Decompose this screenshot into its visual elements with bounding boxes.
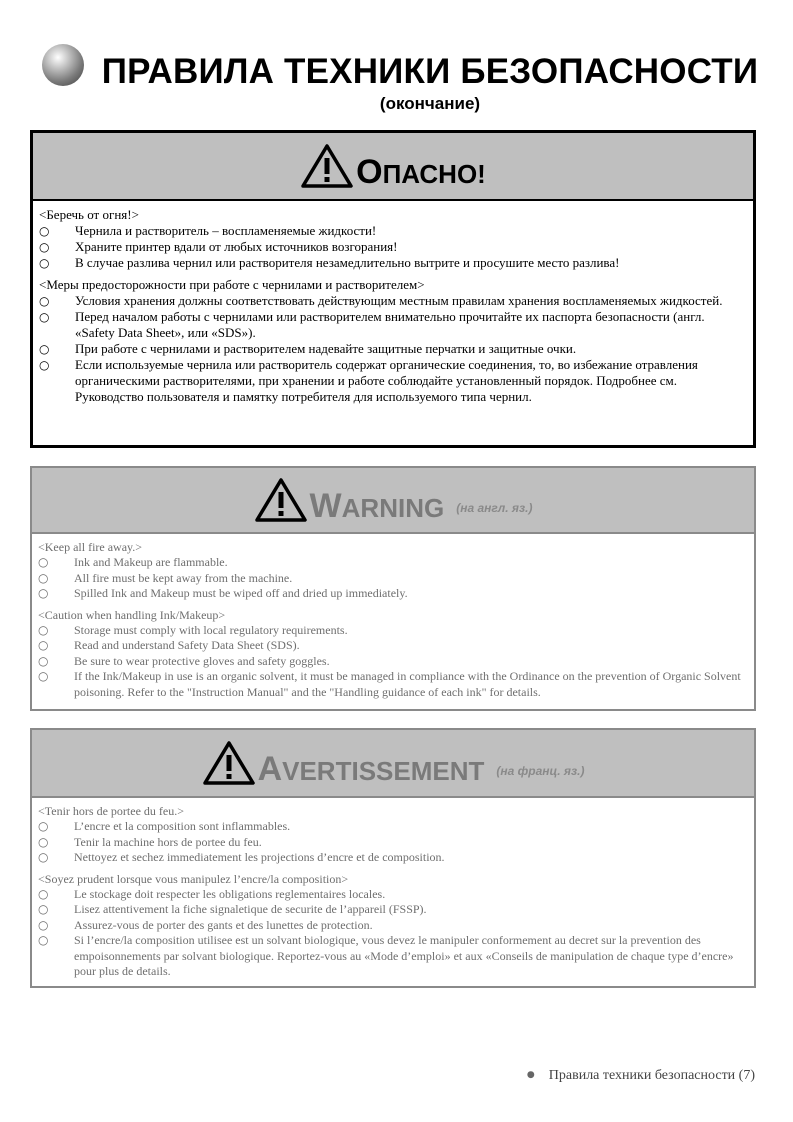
bullet-list: [39, 293, 745, 405]
footer-text: Правила техники безопасности (7): [548, 1068, 755, 1083]
list-item: ○ Spilled Ink and Makeup must be wiped off and dried up immediately.: [38, 586, 746, 601]
warning-header: [32, 468, 754, 534]
list-item: ○ Ink and Makeup are flammable.: [38, 555, 746, 570]
list-item: ○ Storage must comply with local regulatory requirements.: [38, 623, 746, 638]
warning-triangle-icon: [202, 740, 256, 786]
avertissement-body: [32, 798, 754, 985]
list-item: ○ All fire must be kept away from the machine.: [38, 571, 746, 586]
bullet-dot-icon: ●: [526, 1070, 535, 1080]
warning-heading: WARNING: [309, 486, 445, 525]
bullet-list: [38, 555, 746, 601]
sphere-bullet-icon: [42, 44, 84, 86]
list-item: ○ If the Ink/Makeup in use is an organic solvent, it must be managed in compliance with the Ordinance on the prevention of Organic Solvent poisoning. Refer to the "Instruction Manual" and the "Handling guidance of each ink" for details.: [38, 669, 746, 700]
list-item: ○ Read and understand Safety Data Sheet (SDS).: [38, 638, 746, 653]
warning-box: [30, 466, 756, 711]
list-item: ○ Lisez attentivement la fiche signaletique de securite de l’appareil (FSSP).: [38, 902, 746, 917]
list-item: ○ Если используемые чернила или растворитель содержат органические соединения, то, во избежание отравления органическими растворителями, при хранении и работе соблюдайте установленный порядок. Подробнее см. Руководство пользователя и памятку потребителя для используемого типа чернил.: [39, 357, 745, 405]
section-title: <Меры предосторожности при работе с чернилами и растворителем>: [39, 277, 425, 292]
list-item: ○ L’encre et la composition sont inflammables.: [38, 819, 746, 834]
bullet-list: [39, 223, 745, 271]
list-item: ○ Перед началом работы с чернилами или растворителем внимательно прочитайте их паспорта безопасности (англ. «Safety Data Sheet», или «SDS»).: [39, 309, 745, 341]
warning-triangle-icon: [300, 143, 354, 189]
avertissement-heading: AVERTISSEMENT: [257, 749, 485, 788]
list-item: ○ В случае разлива чернил или растворителя незамедлительно вытрите и просушите место разлива!: [39, 255, 745, 271]
list-item: ○ Le stockage doit respecter les obligations reglementaires locales.: [38, 887, 746, 902]
list-item: ○ Чернила и растворитель – воспламеняемые жидкости!: [39, 223, 745, 239]
list-item: ○ Tenir la machine hors de portee du feu.: [38, 835, 746, 850]
danger-heading: ОПАСНО!: [356, 152, 486, 191]
avertissement-box: [30, 728, 756, 988]
danger-box: [30, 130, 756, 448]
warning-body: [32, 534, 754, 706]
section-title: <Soyez prudent lorsque vous manipulez l’encre/la composition>: [38, 871, 349, 886]
danger-body: [33, 201, 753, 411]
list-item: ○ Assurez-vous de porter des gants et des lunettes de protection.: [38, 918, 746, 933]
list-item: ○ Be sure to wear protective gloves and safety goggles.: [38, 654, 746, 669]
bullet-list: [38, 887, 746, 979]
section-title: <Беречь от огня!>: [39, 207, 139, 222]
list-item: ○ Nettoyez et sechez immediatement les projections d’encre et de composition.: [38, 850, 746, 865]
page-footer: [527, 1068, 755, 1084]
page-title: ПРАВИЛА ТЕХНИКИ БЕЗОПАСНОСТИ: [101, 52, 759, 91]
list-item: ○ При работе с чернилами и растворителем надевайте защитные перчатки и защитные очки.: [39, 341, 745, 357]
language-note: (на англ. яз.): [456, 501, 533, 515]
page-header: [0, 40, 793, 120]
bullet-list: [38, 623, 746, 700]
danger-header: [33, 133, 753, 201]
language-note: (на франц. яз.): [496, 764, 585, 778]
avertissement-header: [32, 730, 754, 798]
page-subtitle: (окончание): [379, 94, 481, 113]
bullet-list: [38, 819, 746, 865]
section-title: <Caution when handling Ink/Makeup>: [38, 607, 226, 622]
section-title: <Keep all fire away.>: [38, 540, 143, 554]
section-title: <Tenir hors de portee du feu.>: [38, 804, 184, 818]
list-item: ○ Храните принтер вдали от любых источников возгорания!: [39, 239, 745, 255]
warning-triangle-icon: [254, 477, 308, 523]
list-item: ○ Si l’encre/la composition utilisee est un solvant biologique, vous devez le manipuler conformement au decret sur la prevention des empoisonnements par solvant biologique. Reportez-vous au «Mode d’emploi» et aux «Conseils de manipulation de chaque type d’encre» pour plus de details.: [38, 933, 746, 979]
list-item: ○ Условия хранения должны соответствовать действующим местным правилам хранения воспламеняемых жидкостей.: [39, 293, 745, 309]
